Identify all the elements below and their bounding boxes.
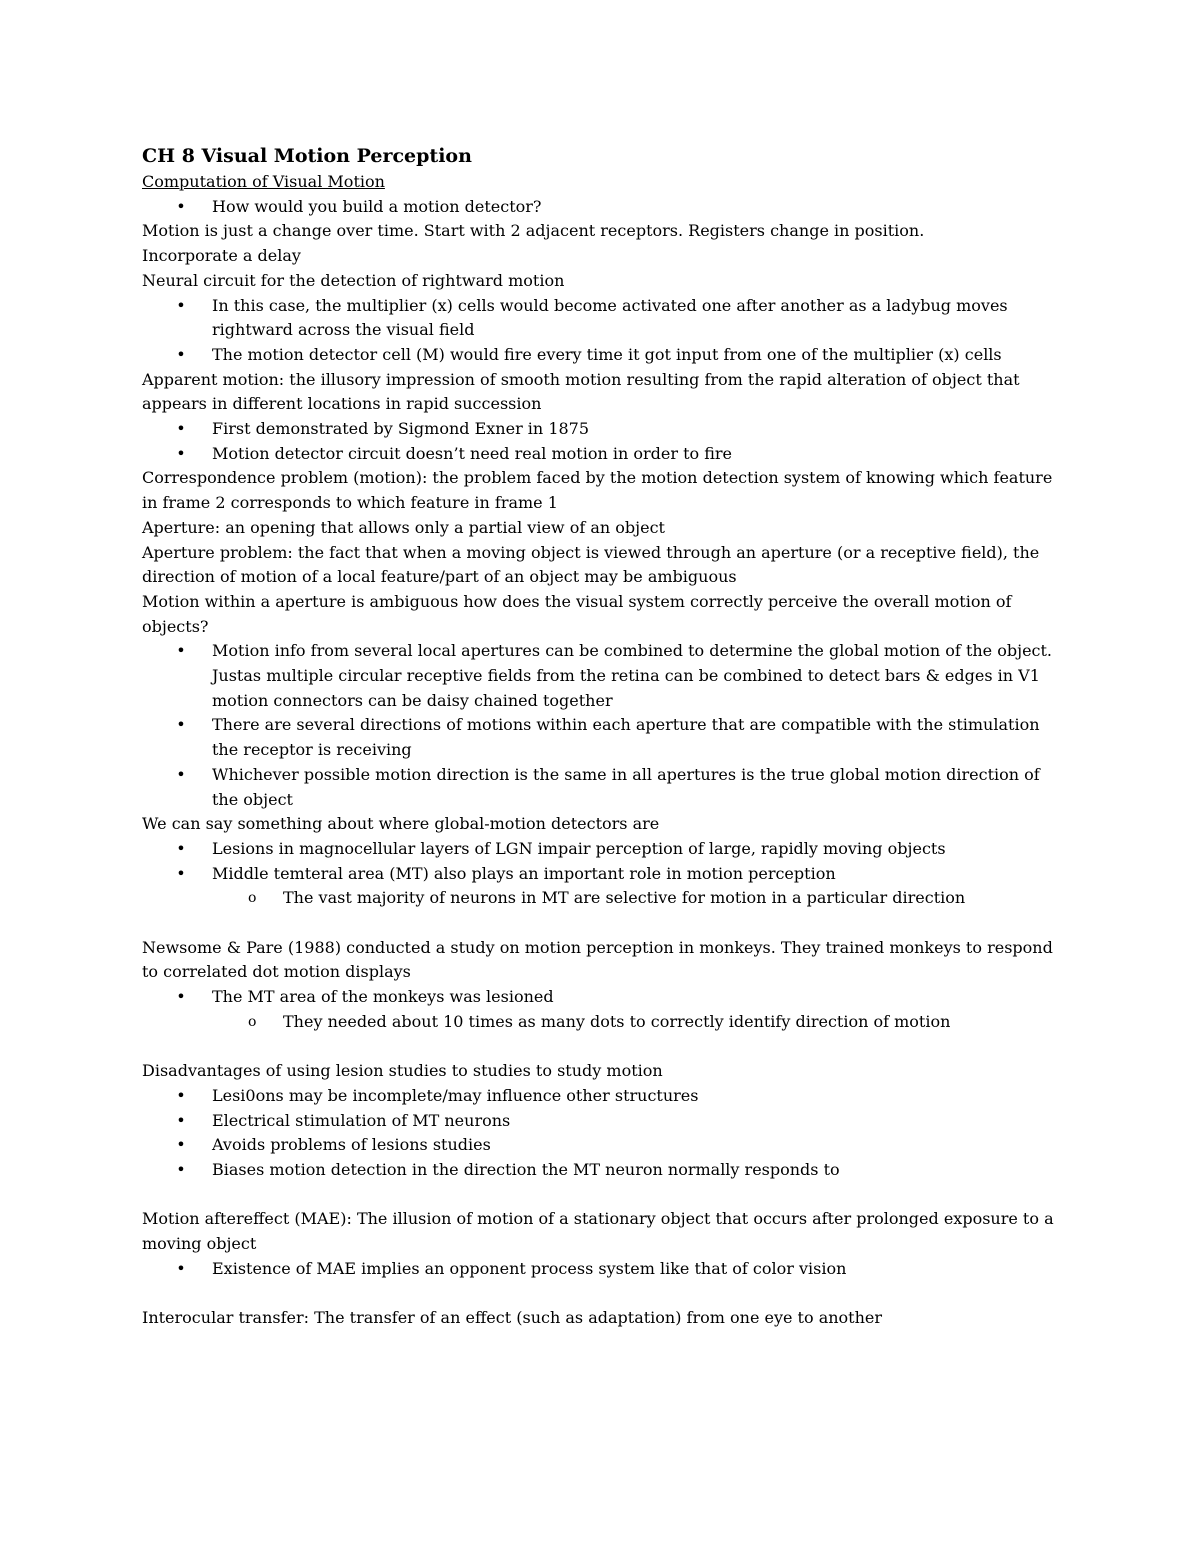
bullet-text: Lesions in magnocellular layers of LGN impair perception of large, rapidly moving objects <box>212 838 946 858</box>
bullet-text: Motion info from several local apertures can be combined to determine the global motion of the object. Justas multiple circular receptive fields from the retina can be combined to detect bars & edges in V1 motion connectors can be daisy chained together <box>212 641 1053 710</box>
bullet-item <box>142 442 1062 467</box>
bullet-marker: • <box>176 1135 186 1155</box>
paragraph: Newsome & Pare (1988) conducted a study on motion perception in monkeys. They trained monkeys to respond to correlated dot motion displays <box>142 937 1053 982</box>
paragraph: Motion within a aperture is ambiguous how does the visual system correctly perceive the overall motion of objects? <box>142 591 1012 636</box>
bullet-marker: • <box>176 1160 186 1180</box>
bullet-item <box>142 837 1062 862</box>
bullet-marker: • <box>176 196 186 216</box>
paragraph: Motion aftereffect (MAE): The illusion of motion of a stationary object that occurs after prolonged exposure to a moving object <box>142 1209 1054 1254</box>
bullet-text: Electrical stimulation of MT neurons <box>212 1110 511 1130</box>
bullet-text: Whichever possible motion direction is the same in all apertures is the true global motion direction of the object <box>212 764 1040 809</box>
bullet-text: Lesi0ons may be incomplete/may influence other structures <box>212 1085 699 1105</box>
bullet-item <box>142 1158 1062 1183</box>
bullet-item <box>142 862 1062 887</box>
sub-bullet-item <box>142 1010 1062 1035</box>
paragraph: Aperture problem: the fact that when a moving object is viewed through an aperture (or a receptive field), the direction of motion of a local feature/part of an object may be ambiguous <box>142 542 1040 587</box>
paragraph: Motion is just a change over time. Start with 2 adjacent receptors. Registers change in position. <box>142 221 925 241</box>
paragraph: Interocular transfer: The transfer of an effect (such as adaptation) from one eye to another <box>142 1308 883 1328</box>
section-heading: Computation of Visual Motion <box>142 172 385 191</box>
bullet-item <box>142 1084 1062 1109</box>
bullet-item <box>142 763 1062 812</box>
bullet-text: Biases motion detection in the direction the MT neuron normally responds to <box>212 1160 840 1180</box>
bullet-text: There are several directions of motions within each aperture that are compatible with the stimulation the receptor is receiving <box>212 715 1040 760</box>
bullet-marker: • <box>176 715 186 735</box>
bullet-item <box>142 343 1062 368</box>
document-page <box>142 142 1062 1331</box>
bullet-marker: • <box>176 1085 186 1105</box>
bullet-marker: • <box>176 1110 186 1130</box>
blank-line <box>142 911 1062 936</box>
bullet-text: In this case, the multiplier (x) cells would become activated one after another as a ladybug moves rightward across the visual field <box>212 295 1008 340</box>
bullet-text: The motion detector cell (M) would fire every time it got input from one of the multiplier (x) cells <box>212 344 1002 364</box>
bullet-text: Avoids problems of lesions studies <box>212 1135 491 1155</box>
bullet-marker: • <box>176 344 186 364</box>
bullet-item <box>142 417 1062 442</box>
bullet-marker: • <box>176 863 186 883</box>
bullet-text: The MT area of the monkeys was lesioned <box>212 987 554 1007</box>
bullet-marker: • <box>176 295 186 315</box>
bullet-marker: • <box>176 838 186 858</box>
blank-line <box>142 1282 1062 1307</box>
blank-line <box>142 1183 1062 1208</box>
paragraph: Incorporate a delay <box>142 246 301 266</box>
paragraph: Correspondence problem (motion): the problem faced by the motion detection system of knowing which feature in frame 2 corresponds to which feature in frame 1 <box>142 468 1053 513</box>
bullet-item <box>142 1133 1062 1158</box>
paragraph: Aperture: an opening that allows only a partial view of an object <box>142 517 665 537</box>
bullet-item <box>142 985 1062 1010</box>
paragraph: Apparent motion: the illusory impression of smooth motion resulting from the rapid alteration of object that appears in different locations in rapid succession <box>142 369 1020 414</box>
bullet-marker: • <box>176 987 186 1007</box>
bullet-text: Motion detector circuit doesn’t need real motion in order to fire <box>212 443 733 463</box>
sub-bullet-marker: o <box>248 1013 257 1030</box>
page-title: CH 8 Visual Motion Perception <box>142 145 472 167</box>
bullet-text: Middle temteral area (MT) also plays an important role in motion perception <box>212 863 836 883</box>
bullet-text: First demonstrated by Sigmond Exner in 1875 <box>212 419 590 439</box>
bullet-item <box>142 1109 1062 1134</box>
bullet-text: Existence of MAE implies an opponent process system like that of color vision <box>212 1258 847 1278</box>
sub-bullet-item <box>142 886 1062 911</box>
paragraph: We can say something about where global-motion detectors are <box>142 814 660 834</box>
bullet-item <box>142 195 1062 220</box>
blank-line <box>142 1035 1062 1060</box>
paragraph: Disadvantages of using lesion studies to studies to study motion <box>142 1061 663 1081</box>
bullet-text: How would you build a motion detector? <box>212 196 542 216</box>
bullet-item <box>142 294 1062 343</box>
sub-bullet-marker: o <box>248 890 257 907</box>
bullet-item <box>142 1257 1062 1282</box>
bullet-item <box>142 639 1062 713</box>
bullet-marker: • <box>176 419 186 439</box>
paragraph: Neural circuit for the detection of rightward motion <box>142 270 565 290</box>
bullet-marker: • <box>176 641 186 661</box>
sub-bullet-text: The vast majority of neurons in MT are selective for motion in a particular direction <box>283 888 966 908</box>
bullet-marker: • <box>176 764 186 784</box>
bullet-item <box>142 713 1062 762</box>
bullet-marker: • <box>176 1258 186 1278</box>
bullet-marker: • <box>176 443 186 463</box>
sub-bullet-text: They needed about 10 times as many dots to correctly identify direction of motion <box>283 1011 951 1031</box>
